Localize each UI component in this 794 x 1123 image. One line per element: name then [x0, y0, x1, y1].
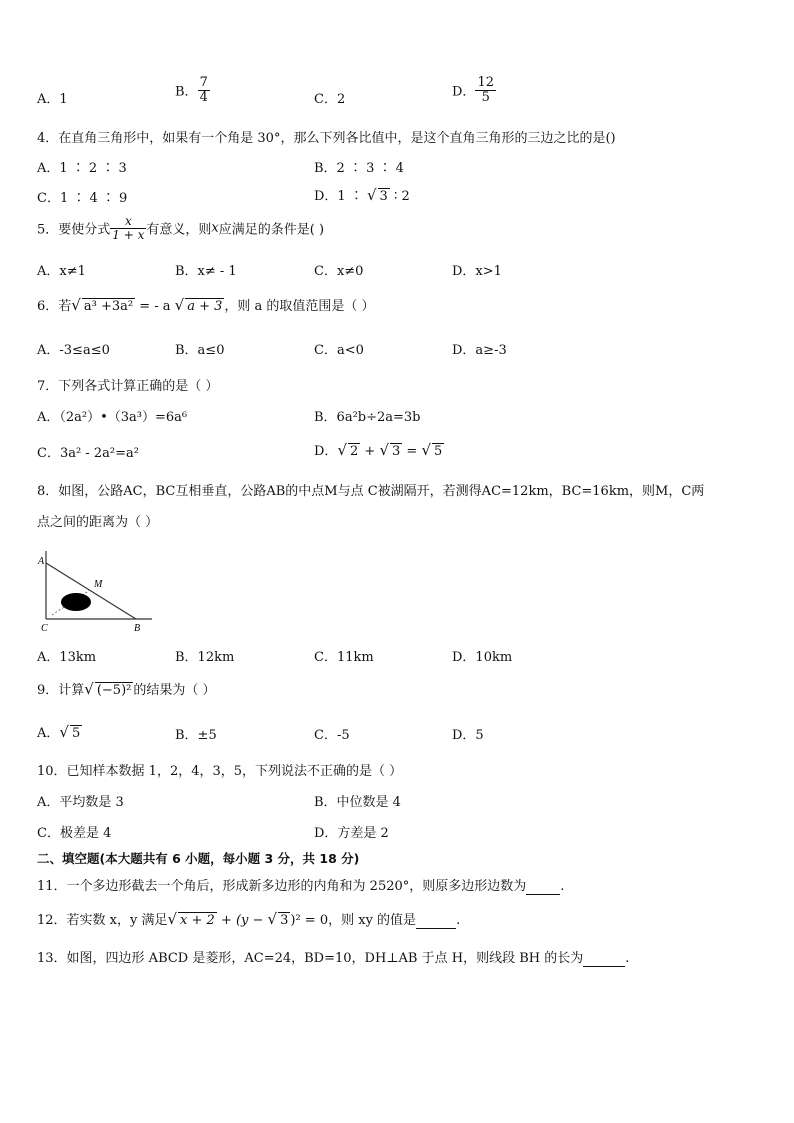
q3-option-c: C．2 [314, 92, 346, 107]
q3-option-d: D． $\frac{12}{5}$ [452, 75, 494, 105]
q5-stem: 5．要使分式 $\frac{x}{1 + x}$ 有意义，则x应满足的条件是( ) [37, 214, 325, 242]
q13-answer-blank[interactable] [583, 951, 625, 967]
q5-option-a: A．x≠1 [37, 264, 86, 279]
q3-option-b: B． $\frac{7}{4}$ [175, 75, 208, 105]
q11-answer-blank[interactable] [526, 879, 560, 895]
sqrt-icon: √ [71, 296, 81, 314]
q12-answer-blank[interactable] [416, 913, 456, 929]
sqrt-icon: √ [174, 296, 185, 314]
q10-option-c: C．极差是 4 [37, 826, 112, 841]
q5-option-c: C．x≠0 [314, 264, 364, 279]
line-ab [46, 563, 136, 619]
q3-option-a: A．1 [37, 92, 68, 107]
fig-label-a: A [38, 556, 45, 567]
q8-option-c: C．11km [314, 650, 374, 665]
q11-stem: 11．一个多边形截去一个角后，形成新多边形的内角和为 2520°，则原多边形边数为 . [37, 879, 565, 894]
q8-option-b: B．12km [175, 650, 235, 665]
sqrt-icon: √ [59, 723, 69, 741]
section-heading-fill-blank: 二、填空题(本大题共有 6 小题，每小题 3 分，共 18 分) [37, 851, 360, 866]
q5-fraction: $\frac{x}{1 + x}$ [112, 214, 145, 242]
sqrt-icon: √ [267, 910, 278, 928]
q3-fraction-d: $\frac{12}{5}$ [477, 75, 494, 105]
q7-option-d: D．√ 2 + √ 3 = √ 5 [314, 441, 443, 459]
q6-option-b: B．a≤0 [175, 343, 225, 358]
sqrt-icon: √ [167, 910, 178, 928]
q10-option-a: A．平均数是 3 [37, 795, 124, 810]
q6-stem: 6．若√ a³ +3a² = - a √ a + 3 ，则 a 的取值范围是（ ） [37, 296, 375, 314]
q13-stem: 13．如图，四边形 ABCD 是菱形，AC=24，BD=10，DH⊥AB 于点 H，则线段 BH 的长为 . [37, 951, 630, 966]
q4-option-a: A．1 ∶ 2 ∶ 3 [37, 161, 127, 176]
q9-stem: 9．计算√ (−5)² 的结果为（ ） [37, 680, 216, 698]
q10-option-b: B．中位数是 4 [314, 795, 401, 810]
sqrt-icon: √ [337, 441, 347, 459]
q12-stem: 12．若实数 x，y 满足√ x + 2 + (y − √ 3 )² = 0，则 xy 的值是 . [37, 910, 461, 928]
q8-stem-line2: 点之间的距离为（ ） [37, 515, 159, 530]
q7-option-b: B．6a²b÷2a=3b [314, 410, 421, 425]
q6-option-a: A．-3≤a≤0 [37, 343, 110, 358]
q4-option-c: C．1 ∶ 4 ∶ 9 [37, 191, 128, 206]
q6-option-d: D．a≥-3 [452, 343, 507, 358]
fig-label-c: C [41, 623, 48, 634]
sqrt-icon: √ [421, 441, 432, 459]
q3-fraction-b: $\frac{7}{4}$ [199, 75, 208, 105]
q6-option-c: C．a<0 [314, 343, 364, 358]
fig-label-m: M [94, 579, 103, 590]
fig-label-b: B [134, 623, 141, 634]
lake-shape [61, 593, 91, 611]
q9-option-b: B．±5 [175, 728, 217, 743]
q10-option-d: D．方差是 2 [314, 826, 389, 841]
q8-option-a: A．13km [37, 650, 97, 665]
q9-option-d: D．5 [452, 728, 484, 743]
q8-stem-line1: 8．如图，公路AC，BC互相垂直，公路AB的中点M与点 C被湖隔开，若测得AC=12km，BC=16km，则M，C两 [37, 484, 705, 499]
q7-option-a: A．（2a²）•（3a³）=6a⁶ [37, 410, 188, 425]
q5-option-d: D．x>1 [452, 264, 502, 279]
q8-option-d: D．10km [452, 650, 513, 665]
sqrt-icon: √ [379, 441, 390, 459]
q8-figure [36, 545, 156, 635]
q7-stem: 7．下列各式计算正确的是（ ） [37, 379, 219, 394]
sqrt-icon: √ [366, 186, 377, 204]
q5-option-b: B．x≠ - 1 [175, 264, 237, 279]
q7-option-c: C．3a² - 2a²=a² [37, 446, 139, 461]
q4-option-d: D．1 ∶ √ 3 ∶ 2 [314, 186, 410, 204]
q9-option-a: A．√ 5 [37, 723, 81, 741]
q9-option-c: C．-5 [314, 728, 350, 743]
q10-stem: 10．已知样本数据 1，2，4，3，5，下列说法不正确的是（ ） [37, 764, 403, 779]
sqrt-icon: √ [84, 680, 94, 698]
q4-option-b: B．2 ∶ 3 ∶ 4 [314, 161, 404, 176]
q4-stem: 4．在直角三角形中，如果有一个角是 30°，那么下列各比值中，是这个直角三角形的三边之比的是() [37, 131, 616, 146]
